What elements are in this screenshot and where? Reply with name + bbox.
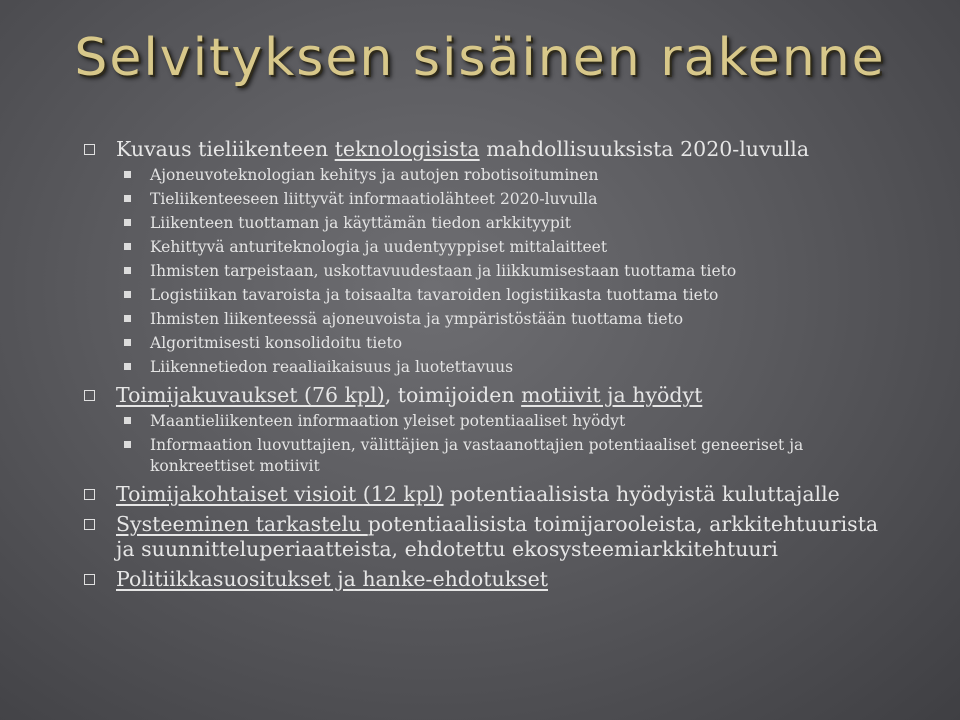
square-outline-bullet-icon [84, 390, 95, 401]
item-text: , toimijoiden [384, 383, 522, 407]
list-item [82, 383, 902, 408]
item-text: Kuvaus tieliikenteen [116, 137, 335, 161]
square-bullet-icon [124, 291, 131, 298]
item-text: mahdollisuuksista 2020-luvulla [479, 137, 810, 161]
bullet-list [82, 132, 902, 595]
hyperlink[interactable]: Systeeminen tarkastelu [116, 512, 368, 536]
square-outline-bullet-icon [84, 574, 95, 585]
square-bullet-icon [124, 339, 131, 346]
list-item [82, 512, 902, 562]
square-bullet-icon [124, 441, 131, 448]
sub-list-item [82, 309, 902, 330]
square-bullet-icon [124, 363, 131, 370]
square-bullet-icon [124, 315, 131, 322]
sub-item-text: Logistiikan tavaroista ja toisaalta tavaroiden logistiikasta tuottama tieto [150, 286, 719, 304]
sub-item-text: Maantieliikenteen informaation yleiset potentiaaliset hyödyt [150, 412, 626, 430]
sub-list-item [82, 333, 902, 354]
sub-item-text: Kehittyvä anturiteknologia ja uudentyyppiset mittalaitteet [150, 238, 608, 256]
sub-list-item [82, 213, 902, 234]
hyperlink[interactable]: Politiikkasuositukset ja hanke-ehdotukset [116, 567, 549, 591]
item-text: potentiaalisista hyödyistä kuluttajalle [443, 482, 840, 506]
sub-item-text: Algoritmisesti konsolidoitu tieto [150, 334, 403, 352]
square-bullet-icon [124, 219, 131, 226]
sub-list-item [82, 435, 902, 477]
sub-list-item [82, 411, 902, 432]
list-item [82, 137, 902, 162]
square-outline-bullet-icon [84, 144, 95, 155]
sub-item-text: Tieliikenteeseen liittyvät informaatiolähteet 2020-luvulla [150, 190, 598, 208]
sub-item-text: Informaation luovuttajien, välittäjien ja vastaanottajien potentiaaliset geneeriset ja konkreettiset motiivit [150, 436, 804, 475]
square-bullet-icon [124, 171, 131, 178]
sub-list-item [82, 261, 902, 282]
item-text: potentiaalisista toimijarooleista, arkkitehtuurista ja suunnitteluperiaatteista, ehdotettu ekosysteemiarkkitehtuuri [116, 512, 879, 561]
hyperlink[interactable]: teknologisista [334, 137, 480, 161]
sub-list-item [82, 285, 902, 306]
square-bullet-icon [124, 195, 131, 202]
sub-item-text: Liikennetiedon reaaliaikaisuus ja luotettavuus [150, 358, 514, 376]
square-bullet-icon [124, 267, 131, 274]
square-bullet-icon [124, 417, 131, 424]
hyperlink[interactable]: Toimijakohtaiset visioit (12 kpl) [116, 482, 444, 506]
sub-list-item [82, 357, 902, 378]
hyperlink[interactable]: Toimijakuvaukset (76 kpl) [116, 383, 385, 407]
sub-item-text: Ajoneuvoteknologian kehitys ja autojen robotisoituminen [150, 166, 599, 184]
sub-list-item [82, 165, 902, 186]
square-outline-bullet-icon [84, 519, 95, 530]
square-outline-bullet-icon [84, 489, 95, 500]
hyperlink[interactable]: motiivit ja hyödyt [521, 383, 703, 407]
sub-list-item [82, 189, 902, 210]
sub-item-text: Ihmisten tarpeistaan, uskottavuudestaan ja liikkumisestaan tuottama tieto [150, 262, 737, 280]
square-bullet-icon [124, 243, 131, 250]
list-item [82, 567, 902, 592]
sub-item-text: Liikenteen tuottaman ja käyttämän tiedon arkkityypit [150, 214, 572, 232]
slide-title: Selvityksen sisäinen rakenne [74, 28, 886, 88]
list-item [82, 482, 902, 507]
sub-item-text: Ihmisten liikenteessä ajoneuvoista ja ympäristöstään tuottama tieto [150, 310, 684, 328]
sub-list-item [82, 237, 902, 258]
